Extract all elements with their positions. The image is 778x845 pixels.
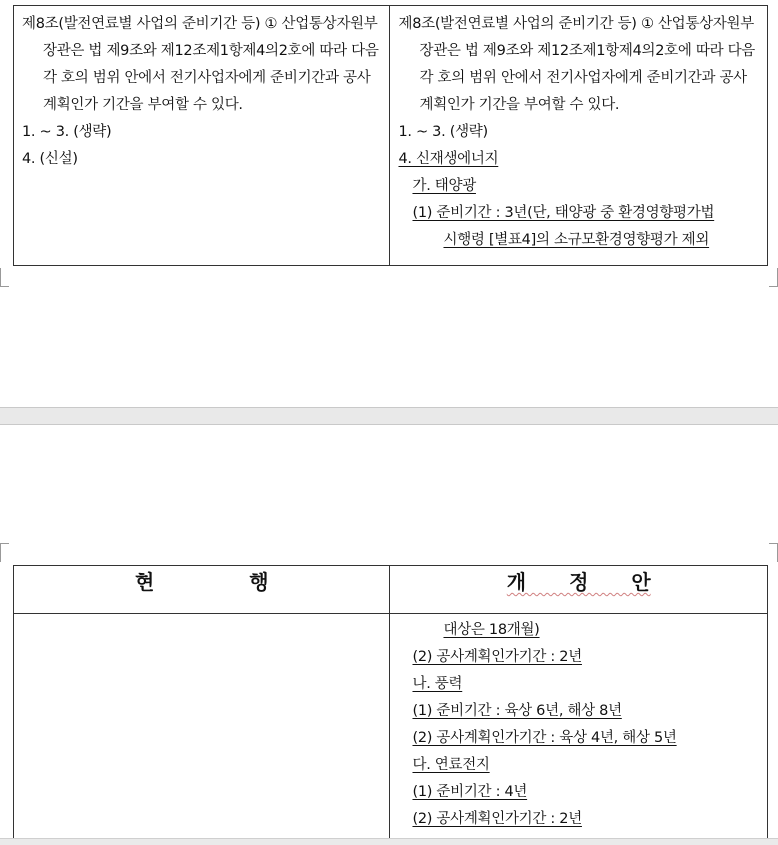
amended-item-da-2: (2) 공사계획인가기간 : 2년 [412, 811, 582, 827]
page-corner-mark [769, 543, 778, 562]
amended-article-8: 제8조(발전연료별 사업의 준비기간 등) ① 산업통상자원부장관은 법 제9조와 제12조제1항제4의2호에 따라 다음 각 호의 범위 안에서 전기사업자에게 준비기간과 공사계획인가 기간을 부여할 수 있다. [398, 16, 756, 113]
current-law-cell [14, 6, 390, 266]
current-item-4: 4. (신설) [22, 151, 78, 167]
page-break-gap [0, 407, 778, 425]
document-page-1 [0, 0, 778, 407]
amended-item-ga-1: (1) 준비기간 : 3년(단, 태양광 중 환경영향평가법 [412, 205, 715, 221]
header-amendment: 개 정 안 [390, 566, 768, 614]
page-corner-mark [769, 268, 778, 287]
comparison-table-top [13, 5, 768, 266]
page-corner-mark [0, 268, 9, 287]
amended-item-ga-1-cont2: 대상은 18개월) [443, 622, 540, 638]
amended-item-na-2: (2) 공사계획인가기간 : 육상 4년, 해상 5년 [412, 730, 677, 746]
page-corner-mark [0, 543, 9, 562]
amended-item-ga-2: (2) 공사계획인가기간 : 2년 [412, 649, 582, 665]
current-item-1-3: 1. ~ 3. (생략) [22, 124, 112, 140]
amended-item-ga-1-cont: 시행령 [별표4]의 소규모환경영향평가 제외 [443, 232, 710, 248]
amended-item-ga: 가. 태양광 [412, 178, 476, 194]
current-law-cell-cont [14, 614, 390, 839]
amended-item-na-1: (1) 준비기간 : 육상 6년, 해상 8년 [412, 703, 622, 719]
amended-item-1-3: 1. ~ 3. (생략) [398, 124, 488, 140]
amended-item-na: 나. 풍력 [412, 676, 463, 692]
amendment-cell [390, 6, 768, 266]
current-article-8: 제8조(발전연료별 사업의 준비기간 등) ① 산업통상자원부장관은 법 제9조와 제12조제1항제4의2호에 따라 다음 각 호의 범위 안에서 전기사업자에게 준비기간과 공사계획인가 기간을 부여할 수 있다. [22, 16, 379, 113]
amendment-cell-cont [390, 614, 768, 839]
amended-item-da-1: (1) 준비기간 : 4년 [412, 784, 528, 800]
header-current-law: 현 행 [14, 566, 390, 614]
comparison-table-bottom [13, 565, 768, 839]
amended-item-4: 4. 신재생에너지 [398, 151, 499, 167]
document-page-2 [0, 425, 778, 844]
amended-item-da: 다. 연료전지 [412, 757, 490, 773]
